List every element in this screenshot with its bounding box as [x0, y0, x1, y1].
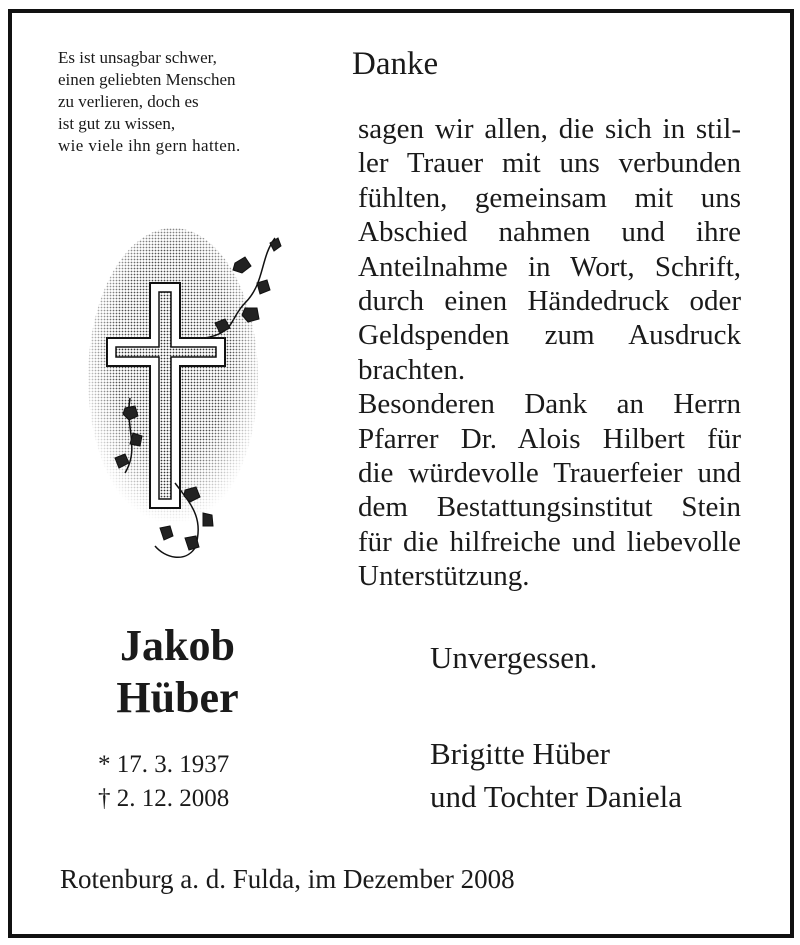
deceased-name — [90, 620, 265, 724]
thanks-line: Anteilnahme in Wort, Schrift, — [358, 250, 741, 283]
thanks-line: für die hilfreiche und liebevolle — [358, 525, 741, 558]
thanks-line: Unterstützung. — [358, 560, 530, 593]
thanks-title: Danke — [352, 46, 439, 82]
memorial-quote — [58, 47, 298, 157]
quote-line: Es ist unsagbar schwer, — [58, 48, 217, 67]
quote-line: wie viele ihn gern hatten. — [58, 136, 241, 155]
birth-date: * 17. 3. 1937 — [98, 751, 230, 778]
deceased-first-name: Jakob — [120, 621, 235, 670]
thanks-line: durch einen Händedruck oder — [358, 285, 741, 318]
death-date: † 2. 12. 2008 — [98, 785, 230, 812]
thanks-text — [358, 112, 741, 594]
thanks-line: fühlten, gemeinsam mit uns — [358, 181, 741, 214]
cross-with-ivy-icon — [85, 228, 285, 573]
thanks-line: Besonderen Dank an Herrn — [358, 388, 741, 421]
signature-line: und Tochter Daniela — [430, 779, 683, 814]
thanks-line: dem Bestattungsinstitut Stein — [358, 491, 741, 524]
thanks-line: sagen wir allen, die sich in stil- — [358, 113, 741, 145]
signature — [430, 732, 682, 818]
thanks-line: Pfarrer Dr. Alois Hilbert für — [358, 422, 741, 455]
deceased-last-name: Hüber — [116, 673, 239, 722]
thanks-line: Geldspenden zum Ausdruck — [358, 319, 741, 352]
thanks-line: ler Trauer mit uns verbunden — [358, 147, 741, 180]
life-dates — [98, 748, 229, 816]
signature-line: Brigitte Hüber — [430, 736, 610, 771]
quote-line: einen geliebten Menschen — [58, 70, 236, 89]
thanks-line: brachten. — [358, 353, 466, 386]
place-date: Rotenburg a. d. Fulda, im Dezember 2008 — [60, 864, 515, 894]
thanks-line: Abschied nahmen und ihre — [358, 216, 741, 249]
quote-line: zu verlieren, doch es — [58, 92, 199, 111]
thanks-line: die würdevolle Trauerfeier und — [358, 457, 741, 490]
closing-word: Unvergessen. — [430, 640, 598, 675]
quote-line: ist gut zu wissen, — [58, 114, 176, 133]
